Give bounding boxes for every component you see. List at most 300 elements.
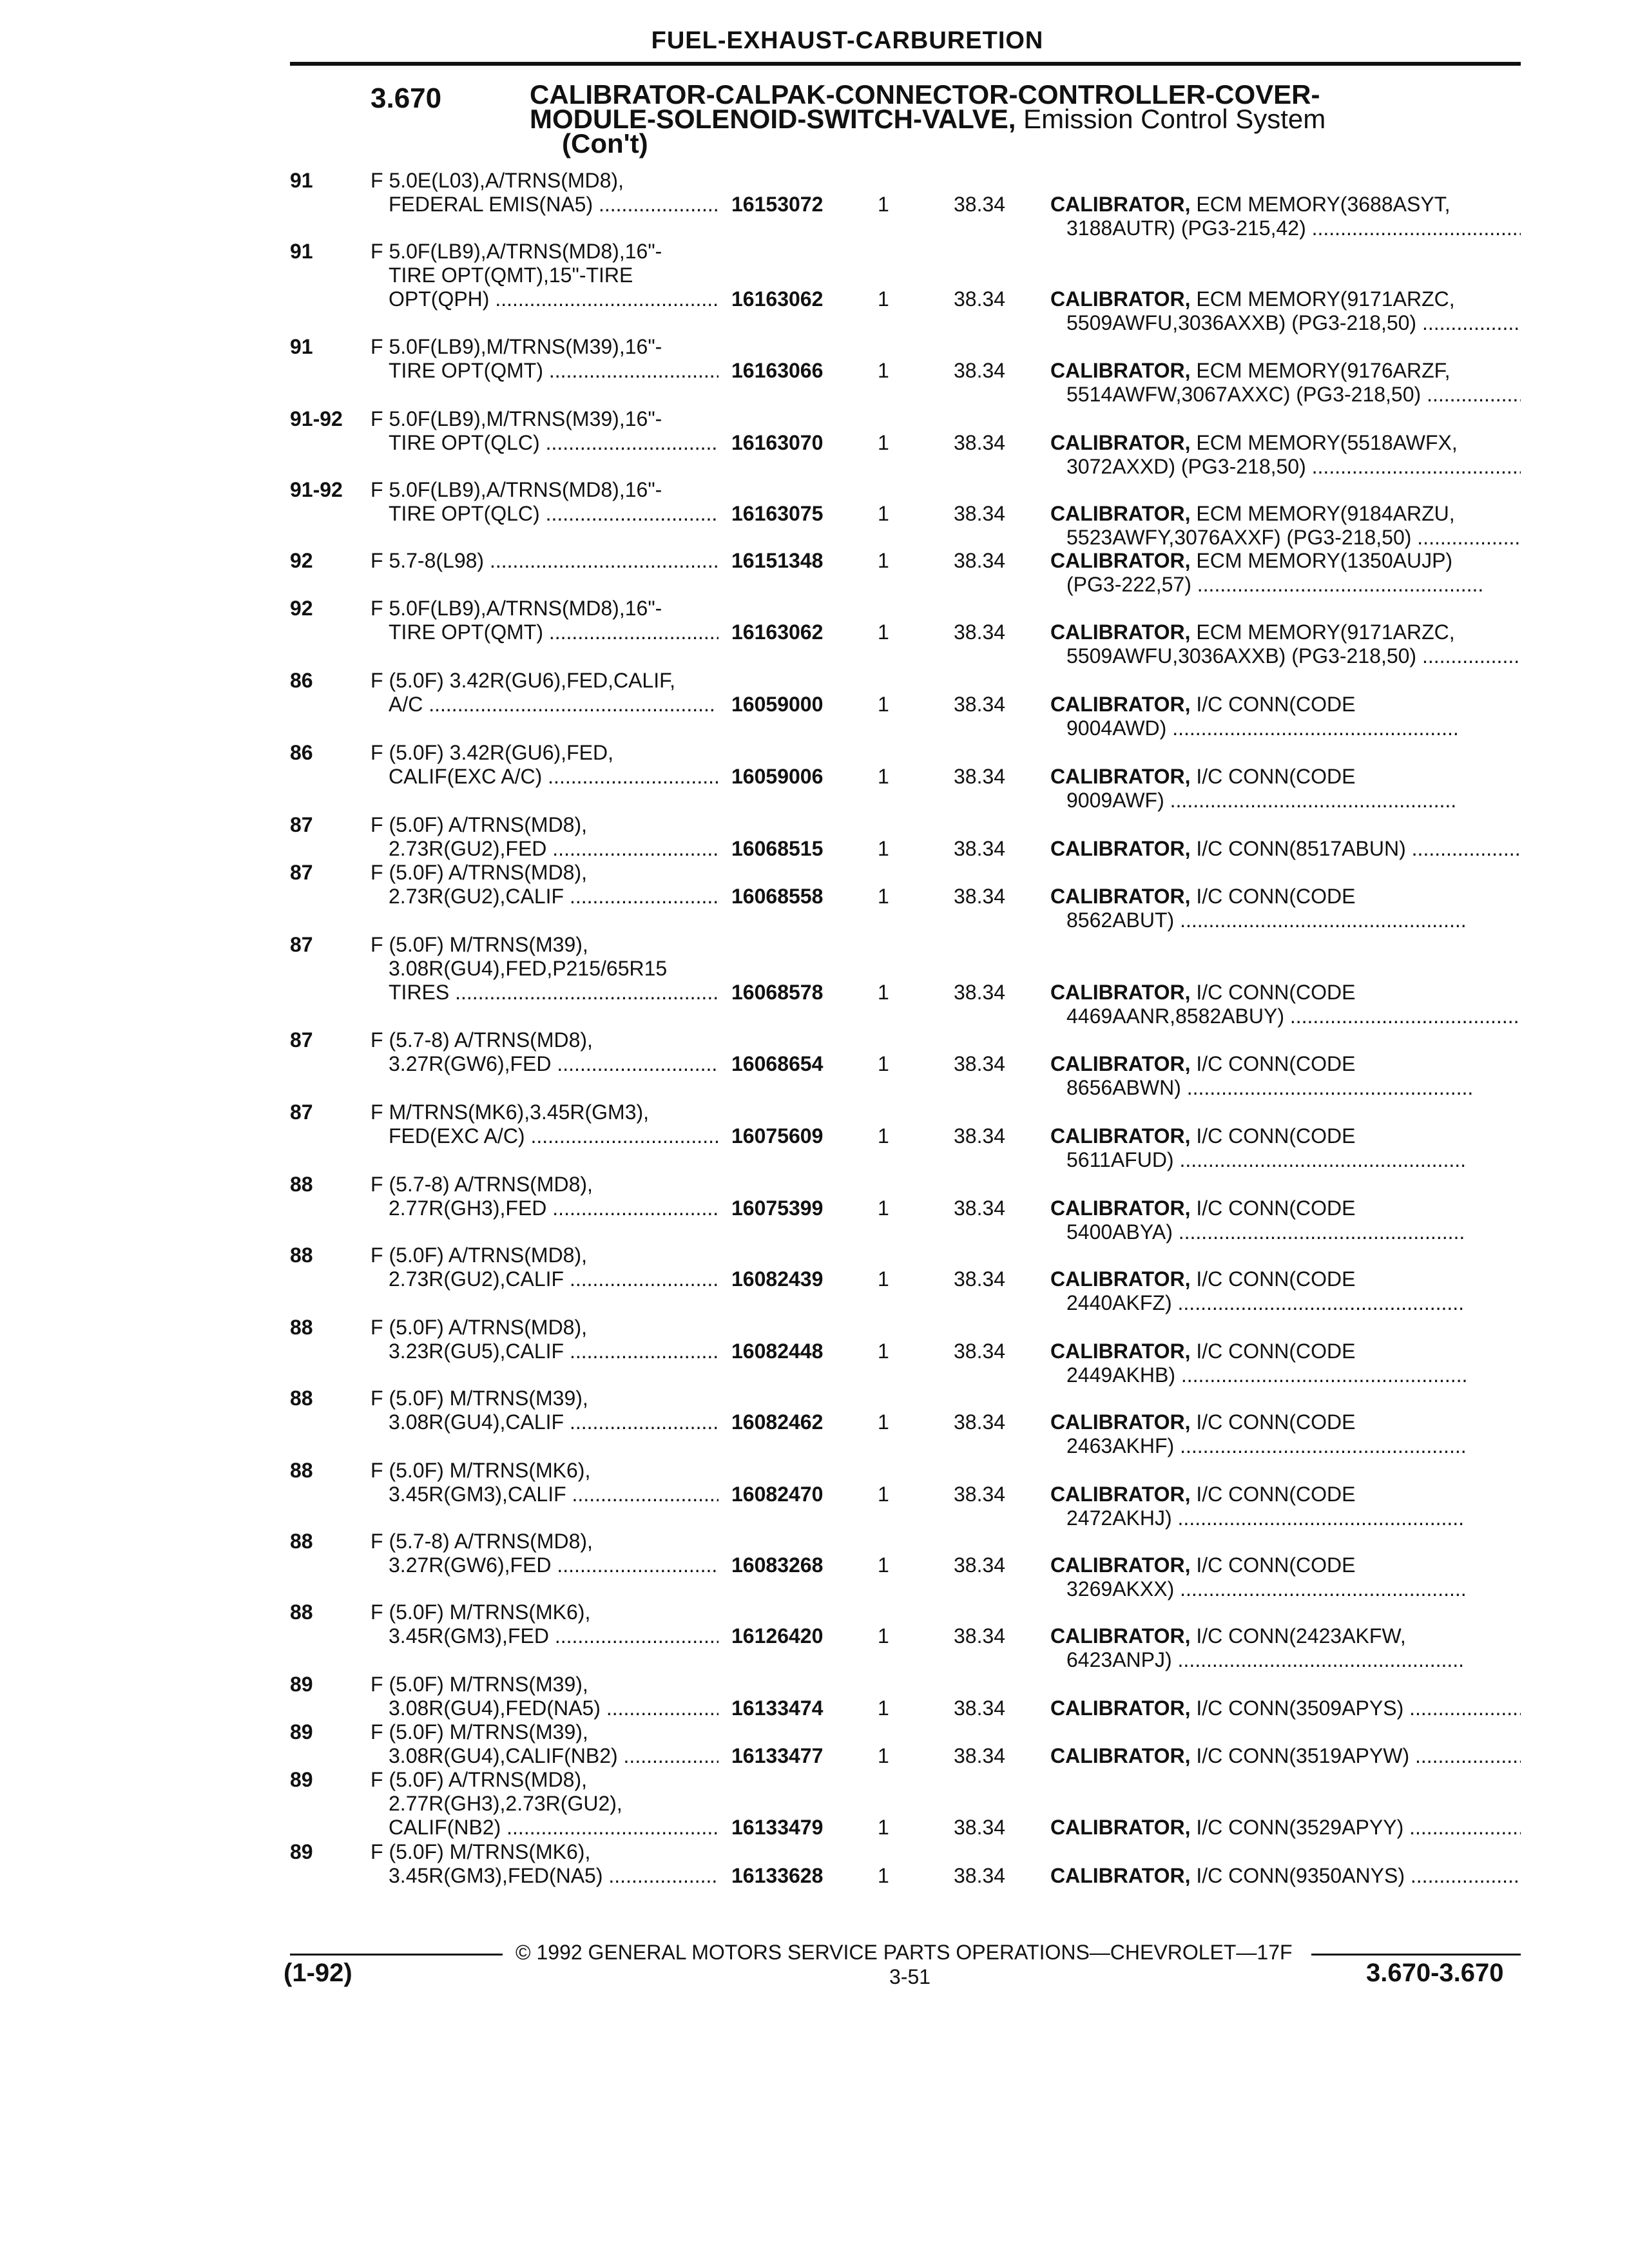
part-name <box>1050 1267 1521 1315</box>
model-year: 87 <box>290 1100 313 1124</box>
quantity: 1 <box>878 1483 889 1506</box>
part-name <box>1050 885 1521 932</box>
description-line: 3.08R(GU4),CALIF(NB2) ..... <box>371 1744 718 1768</box>
description-line: F (5.0F) M/TRNS(M39), <box>371 1387 588 1410</box>
part-name-detail: ECM MEMORY(9184ARZU, <box>1196 502 1455 525</box>
quantity: 1 <box>878 1696 889 1720</box>
part-name-line <box>1050 885 1521 908</box>
part-name-category: CALIBRATOR, <box>1050 693 1191 716</box>
price: 38.34 <box>954 1267 1006 1291</box>
part-name-category: CALIBRATOR, <box>1050 1340 1191 1363</box>
description-line: FED(EXC A/C) ..... <box>371 1124 718 1148</box>
description-line: F 5.0E(L03),A/TRNS(MD8), <box>371 169 624 192</box>
model-year: 88 <box>290 1387 313 1410</box>
part-name <box>1050 837 1521 861</box>
part-name-detail: I/C CONN(3529APYY) <box>1196 1816 1404 1839</box>
part-name-category: CALIBRATOR, <box>1050 1196 1191 1220</box>
part-name-detail: I/C CONN(CODE <box>1196 981 1356 1004</box>
part-name-line <box>1050 693 1521 716</box>
part-name-category: CALIBRATOR, <box>1050 1410 1191 1434</box>
description-line: 3.08R(GU4),CALIF ..... <box>371 1410 718 1434</box>
part-name-detail: ECM MEMORY(1350AUJP) <box>1196 549 1453 572</box>
part-name-detail: I/C CONN(CODE <box>1196 1196 1356 1220</box>
part-name-category: CALIBRATOR, <box>1050 1553 1191 1577</box>
part-name-detail: I/C CONN(3519APYW) <box>1196 1744 1410 1767</box>
application-description <box>371 1840 718 1888</box>
description-line: F (5.7-8) A/TRNS(MD8), <box>371 1173 593 1196</box>
model-year: 88 <box>290 1173 313 1196</box>
application-description <box>371 1720 718 1768</box>
part-number: 16082439 <box>731 1267 824 1291</box>
part-name-category: CALIBRATOR, <box>1050 1864 1191 1887</box>
application-description <box>371 741 718 789</box>
quantity: 1 <box>878 1410 889 1434</box>
price: 38.34 <box>954 765 1006 788</box>
part-name-detail: I/C CONN(CODE <box>1196 1052 1356 1075</box>
part-name <box>1050 1696 1521 1720</box>
model-year: 89 <box>290 1720 313 1744</box>
part-name-line: 5509AWFU,3036AXXB) (PG3-218,50) ..... <box>1050 644 1521 668</box>
part-name-line: 8656ABWN) ..... <box>1050 1076 1521 1100</box>
part-name-category: CALIBRATOR, <box>1050 359 1191 382</box>
part-name-line <box>1050 1553 1521 1577</box>
description-line: F M/TRNS(MK6),3.45R(GM3), <box>371 1100 650 1124</box>
part-name-detail: I/C CONN(CODE <box>1196 693 1356 716</box>
part-name-line <box>1050 1696 1521 1720</box>
part-name-line: 2463AKHF) ..... <box>1050 1434 1521 1458</box>
quantity: 1 <box>878 1052 889 1075</box>
description-line: TIRE OPT(QMT),15"-TIRE <box>389 264 633 287</box>
model-year: 87 <box>290 861 313 884</box>
part-name-line: 3072AXXD) (PG3-218,50) ..... <box>1050 455 1521 479</box>
price: 38.34 <box>954 1410 1006 1434</box>
part-name <box>1050 502 1521 550</box>
model-year: 86 <box>290 669 313 692</box>
footer-date: (1-92) <box>284 1959 352 1987</box>
part-name <box>1050 1410 1521 1458</box>
part-number: 16133477 <box>731 1744 824 1767</box>
price: 38.34 <box>954 981 1006 1004</box>
description-line: F (5.0F) 3.42R(GU6),FED,CALIF, <box>371 669 675 692</box>
price: 38.34 <box>954 193 1006 216</box>
description-line: F (5.0F) A/TRNS(MD8), <box>371 861 588 884</box>
part-name-line <box>1050 765 1521 789</box>
description-line: 3.27R(GW6),FED ..... <box>371 1553 718 1577</box>
part-number: 16163062 <box>731 620 824 644</box>
part-name-line: 5514AWFW,3067AXXC) (PG3-218,50) ..... <box>1050 383 1521 407</box>
description-line: F (5.0F) A/TRNS(MD8), <box>371 1316 588 1339</box>
model-year: 87 <box>290 933 313 956</box>
quantity: 1 <box>878 549 889 572</box>
model-year: 88 <box>290 1244 313 1267</box>
price: 38.34 <box>954 1483 1006 1506</box>
part-name-detail: I/C CONN(CODE <box>1196 1553 1356 1577</box>
model-year: 89 <box>290 1840 313 1863</box>
description-line: 3.27R(GW6),FED ..... <box>371 1052 718 1076</box>
application-description <box>371 1316 718 1363</box>
quantity: 1 <box>878 193 889 216</box>
part-number: 16059006 <box>731 765 824 788</box>
section-title-line2: MODULE-SOLENOID-SWITCH-VALVE, <box>530 104 1016 134</box>
part-name-category: CALIBRATOR, <box>1050 502 1191 525</box>
description-line: OPT(QPH) ..... <box>371 287 718 311</box>
part-name <box>1050 1124 1521 1172</box>
part-name-category: CALIBRATOR, <box>1050 981 1191 1004</box>
price: 38.34 <box>954 1124 1006 1148</box>
part-name-line: 9004AWD) ..... <box>1050 716 1521 740</box>
quantity: 1 <box>878 287 889 311</box>
section-title <box>530 79 1509 159</box>
quantity: 1 <box>878 837 889 860</box>
application-description <box>371 240 718 311</box>
description-line: CALIF(EXC A/C) ..... <box>371 765 718 789</box>
model-year: 87 <box>290 1028 313 1052</box>
description-line: F (5.0F) M/TRNS(MK6), <box>371 1459 591 1482</box>
part-number: 16151348 <box>731 549 824 572</box>
part-name-category: CALIBRATOR, <box>1050 1816 1191 1839</box>
part-name-category: CALIBRATOR, <box>1050 620 1191 644</box>
part-name-category: CALIBRATOR, <box>1050 431 1191 454</box>
description-line: F (5.0F) A/TRNS(MD8), <box>371 813 588 836</box>
description-line: TIRE OPT(QLC) ..... <box>371 502 718 526</box>
description-line: 3.45R(GM3),FED ..... <box>371 1624 718 1648</box>
part-number: 16163062 <box>731 287 824 311</box>
model-year: 88 <box>290 1600 313 1624</box>
application-description <box>371 1244 718 1291</box>
description-line: F 5.0F(LB9),A/TRNS(MD8),16"- <box>371 240 662 263</box>
part-name <box>1050 981 1521 1028</box>
part-name <box>1050 1816 1521 1840</box>
footer-page-number: 3-51 <box>889 1965 931 1988</box>
part-name-line <box>1050 1816 1521 1840</box>
description-line: F (5.0F) 3.42R(GU6),FED, <box>371 741 613 764</box>
part-name-line <box>1050 1864 1521 1888</box>
part-name-line <box>1050 502 1521 526</box>
part-name <box>1050 693 1521 740</box>
model-year: 89 <box>290 1768 313 1791</box>
description-line: F (5.0F) M/TRNS(M39), <box>371 1720 588 1744</box>
description-line: 2.73R(GU2),CALIF ..... <box>371 885 718 908</box>
application-description <box>371 669 718 716</box>
part-name <box>1050 1864 1521 1888</box>
quantity: 1 <box>878 1744 889 1767</box>
quantity: 1 <box>878 1340 889 1363</box>
part-name-line <box>1050 1410 1521 1434</box>
part-number: 16075399 <box>731 1196 824 1220</box>
page-header-title: FUEL-EXHAUST-CARBURETION <box>651 27 1044 54</box>
quantity: 1 <box>878 1267 889 1291</box>
description-line: F (5.7-8) A/TRNS(MD8), <box>371 1028 593 1052</box>
part-name-detail: I/C CONN(3509APYS) <box>1196 1696 1404 1720</box>
quantity: 1 <box>878 1816 889 1839</box>
part-name-category: CALIBRATOR, <box>1050 1744 1191 1767</box>
description-line: F (5.0F) M/TRNS(MK6), <box>371 1840 591 1863</box>
quantity: 1 <box>878 620 889 644</box>
model-year: 91 <box>290 169 313 192</box>
part-name-line: 6423ANPJ) ..... <box>1050 1648 1521 1672</box>
description-line: 2.77R(GH3),FED ..... <box>371 1196 718 1220</box>
price: 38.34 <box>954 885 1006 908</box>
application-description <box>371 861 718 908</box>
description-line: 3.08R(GU4),FED(NA5) ..... <box>371 1696 718 1720</box>
part-name-detail: ECM MEMORY(9171ARZC, <box>1196 620 1455 644</box>
footer-rule-right <box>1311 1954 1521 1956</box>
price: 38.34 <box>954 549 1006 572</box>
quantity: 1 <box>878 1124 889 1148</box>
description-line: F (5.7-8) A/TRNS(MD8), <box>371 1530 593 1553</box>
application-description <box>371 1387 718 1434</box>
part-number: 16059000 <box>731 693 824 716</box>
description-line: F 5.0F(LB9),A/TRNS(MD8),16"- <box>371 478 662 501</box>
description-line: F (5.0F) A/TRNS(MD8), <box>371 1768 588 1791</box>
part-name-category: CALIBRATOR, <box>1050 885 1191 908</box>
part-name-line: 3188AUTR) (PG3-215,42) ..... <box>1050 216 1521 240</box>
part-name-line: 5523AWFY,3076AXXF) (PG3-218,50) ..... <box>1050 526 1521 550</box>
description-line: 3.23R(GU5),CALIF ..... <box>371 1340 718 1363</box>
part-name-line: 4469AANR,8582ABUY) ..... <box>1050 1004 1521 1028</box>
part-name-line: 9009AWF) ..... <box>1050 789 1521 812</box>
model-year: 91 <box>290 240 313 263</box>
model-year: 87 <box>290 813 313 836</box>
part-name-line <box>1050 837 1521 861</box>
part-name <box>1050 1340 1521 1387</box>
part-name-detail: ECM MEMORY(3688ASYT, <box>1196 193 1451 216</box>
quantity: 1 <box>878 1624 889 1648</box>
price: 38.34 <box>954 1744 1006 1767</box>
part-name-line <box>1050 1340 1521 1363</box>
part-name-category: CALIBRATOR, <box>1050 1267 1191 1291</box>
part-name-category: CALIBRATOR, <box>1050 1696 1191 1720</box>
description-line: 3.45R(GM3),CALIF ..... <box>371 1483 718 1506</box>
part-name-detail: I/C CONN(CODE <box>1196 885 1356 908</box>
part-name-line <box>1050 193 1521 216</box>
part-name <box>1050 287 1521 335</box>
description-line: A/C ..... <box>371 693 718 716</box>
price: 38.34 <box>954 1864 1006 1887</box>
price: 38.34 <box>954 287 1006 311</box>
price: 38.34 <box>954 1696 1006 1720</box>
quantity: 1 <box>878 981 889 1004</box>
price: 38.34 <box>954 693 1006 716</box>
description-line: TIRES ..... <box>371 981 718 1004</box>
part-name <box>1050 1553 1521 1601</box>
part-name-line <box>1050 1744 1521 1768</box>
part-number: 16133479 <box>731 1816 824 1839</box>
model-year: 89 <box>290 1673 313 1696</box>
part-name-line: 5509AWFU,3036AXXB) (PG3-218,50) ..... <box>1050 311 1521 335</box>
application-description <box>371 1530 718 1577</box>
part-name-detail: I/C CONN(CODE <box>1196 1340 1356 1363</box>
application-description <box>371 1100 718 1148</box>
price: 38.34 <box>954 837 1006 860</box>
part-number: 16068654 <box>731 1052 824 1075</box>
application-description <box>371 1673 718 1720</box>
footer-section-range: 3.670-3.670 <box>1366 1959 1504 1987</box>
part-name-line <box>1050 1196 1521 1220</box>
price: 38.34 <box>954 1553 1006 1577</box>
description-line: 2.73R(GU2),CALIF ..... <box>371 1267 718 1291</box>
quantity: 1 <box>878 502 889 525</box>
part-name-line <box>1050 1483 1521 1506</box>
part-name-line <box>1050 1124 1521 1148</box>
part-number: 16068515 <box>731 837 824 860</box>
description-line: 2.77R(GH3),2.73R(GU2), <box>389 1792 622 1815</box>
application-description <box>371 478 718 526</box>
description-line: F (5.0F) M/TRNS(MK6), <box>371 1600 591 1624</box>
description-line: F (5.0F) M/TRNS(M39), <box>371 1673 588 1696</box>
part-number: 16126420 <box>731 1624 824 1648</box>
part-number: 16163075 <box>731 502 824 525</box>
part-name-line: 2440AKFZ) ..... <box>1050 1291 1521 1315</box>
part-name <box>1050 765 1521 812</box>
price: 38.34 <box>954 502 1006 525</box>
footer-rule-left <box>290 1954 503 1956</box>
part-name-detail: I/C CONN(9350ANYS) <box>1196 1864 1405 1887</box>
part-name-line: 3269AKXX) ..... <box>1050 1577 1521 1601</box>
part-name-line <box>1050 620 1521 644</box>
part-number: 16075609 <box>731 1124 824 1148</box>
part-name-detail: ECM MEMORY(5518AWFX, <box>1196 431 1458 454</box>
description-line: F (5.0F) M/TRNS(M39), <box>371 933 588 956</box>
part-number: 16133628 <box>731 1864 824 1887</box>
application-description <box>371 549 718 573</box>
part-name-detail: I/C CONN(CODE <box>1196 765 1356 788</box>
description-line: 2.73R(GU2),FED ..... <box>371 837 718 861</box>
part-number: 16083268 <box>731 1553 824 1577</box>
part-name-line <box>1050 549 1521 573</box>
model-year: 88 <box>290 1459 313 1482</box>
model-year: 88 <box>290 1530 313 1553</box>
part-name <box>1050 431 1521 479</box>
quantity: 1 <box>878 765 889 788</box>
part-name-detail: ECM MEMORY(9171ARZC, <box>1196 287 1455 311</box>
part-number: 16163070 <box>731 431 824 454</box>
part-name-line <box>1050 981 1521 1004</box>
part-name-line: 8562ABUT) ..... <box>1050 908 1521 932</box>
model-year: 86 <box>290 741 313 764</box>
application-description <box>371 1028 718 1076</box>
quantity: 1 <box>878 885 889 908</box>
part-number: 16082448 <box>731 1340 824 1363</box>
part-name-detail: I/C CONN(CODE <box>1196 1124 1356 1148</box>
price: 38.34 <box>954 1196 1006 1220</box>
description-line: TIRE OPT(QLC) ..... <box>371 431 718 455</box>
part-name-detail: I/C CONN(CODE <box>1196 1410 1356 1434</box>
part-name-line <box>1050 359 1521 383</box>
quantity: 1 <box>878 1864 889 1887</box>
application-description <box>371 335 718 383</box>
application-description <box>371 1459 718 1506</box>
part-name-line: 2472AKHJ) ..... <box>1050 1506 1521 1530</box>
price: 38.34 <box>954 1816 1006 1839</box>
quantity: 1 <box>878 359 889 382</box>
continued-label: (Con't) <box>562 128 648 159</box>
part-name <box>1050 549 1521 597</box>
part-name-line <box>1050 1052 1521 1076</box>
part-name-detail: I/C CONN(2423AKFW, <box>1196 1624 1406 1648</box>
price: 38.34 <box>954 620 1006 644</box>
part-number: 16133474 <box>731 1696 824 1720</box>
quantity: 1 <box>878 1196 889 1220</box>
description-line: 3.45R(GM3),FED(NA5) ..... <box>371 1864 718 1888</box>
part-name-line <box>1050 431 1521 455</box>
part-number: 16163066 <box>731 359 824 382</box>
model-year: 91-92 <box>290 478 343 501</box>
header-rule <box>290 62 1521 66</box>
section-title-line1: CALIBRATOR-CALPAK-CONNECTOR-CONTROLLER-COVER- <box>530 79 1320 110</box>
description-line: F (5.0F) A/TRNS(MD8), <box>371 1244 588 1267</box>
price: 38.34 <box>954 359 1006 382</box>
model-year: 91-92 <box>290 407 343 430</box>
part-name-line <box>1050 1624 1521 1648</box>
description-line: FEDERAL EMIS(NA5) ..... <box>371 193 718 216</box>
quantity: 1 <box>878 693 889 716</box>
model-year: 88 <box>290 1316 313 1339</box>
part-name-line: 2449AKHB) ..... <box>1050 1363 1521 1387</box>
part-number: 16082470 <box>731 1483 824 1506</box>
model-year: 92 <box>290 549 313 572</box>
description-line: 3.08R(GU4),FED,P215/65R15 <box>389 957 668 980</box>
part-number: 16082462 <box>731 1410 824 1434</box>
part-name-line <box>1050 287 1521 311</box>
part-name-detail: I/C CONN(CODE <box>1196 1267 1356 1291</box>
application-description <box>371 597 718 644</box>
price: 38.34 <box>954 1052 1006 1075</box>
price: 38.34 <box>954 1340 1006 1363</box>
application-description <box>371 1768 718 1840</box>
part-name-detail: I/C CONN(8517ABUN) <box>1196 837 1406 860</box>
quantity: 1 <box>878 1553 889 1577</box>
application-description <box>371 1173 718 1220</box>
part-name <box>1050 1624 1521 1672</box>
description-line: TIRE OPT(QMT) ..... <box>371 359 718 383</box>
description-line: F 5.0F(LB9),M/TRNS(M39),16"- <box>371 335 662 358</box>
application-description <box>371 407 718 455</box>
part-name <box>1050 1483 1521 1530</box>
part-name-category: CALIBRATOR, <box>1050 1624 1191 1648</box>
part-number: 16068578 <box>731 981 824 1004</box>
part-name-category: CALIBRATOR, <box>1050 193 1191 216</box>
price: 38.34 <box>954 1624 1006 1648</box>
description-line: TIRE OPT(QMT) ..... <box>371 620 718 644</box>
part-name-detail: ECM MEMORY(9176ARZF, <box>1196 359 1451 382</box>
part-name-category: CALIBRATOR, <box>1050 1124 1191 1148</box>
part-name <box>1050 1052 1521 1100</box>
part-number: 16153072 <box>731 193 824 216</box>
part-name-line <box>1050 1267 1521 1291</box>
description-line: F 5.0F(LB9),M/TRNS(M39),16"- <box>371 407 662 430</box>
part-name-category: CALIBRATOR, <box>1050 549 1191 572</box>
model-year: 92 <box>290 597 313 620</box>
application-description <box>371 169 718 216</box>
section-number: 3.670 <box>371 82 442 114</box>
quantity: 1 <box>878 431 889 454</box>
price: 38.34 <box>954 431 1006 454</box>
description-line: CALIF(NB2) ..... <box>371 1816 718 1840</box>
part-name-category: CALIBRATOR, <box>1050 1483 1191 1506</box>
part-number: 16068558 <box>731 885 824 908</box>
part-name <box>1050 620 1521 668</box>
part-name <box>1050 1196 1521 1244</box>
part-name-category: CALIBRATOR, <box>1050 765 1191 788</box>
description-line: F 5.0F(LB9),A/TRNS(MD8),16"- <box>371 597 662 620</box>
section-subtitle: Emission Control System <box>1023 104 1326 134</box>
footer-copyright: © 1992 GENERAL MOTORS SERVICE PARTS OPERATIONS—CHEVROLET—17F <box>516 1941 1293 1964</box>
part-name-detail: I/C CONN(CODE <box>1196 1483 1356 1506</box>
model-year: 91 <box>290 335 313 358</box>
part-name-line: 5611AFUD) ..... <box>1050 1148 1521 1172</box>
description-line: F 5.7-8(L98) ..... <box>371 549 718 573</box>
